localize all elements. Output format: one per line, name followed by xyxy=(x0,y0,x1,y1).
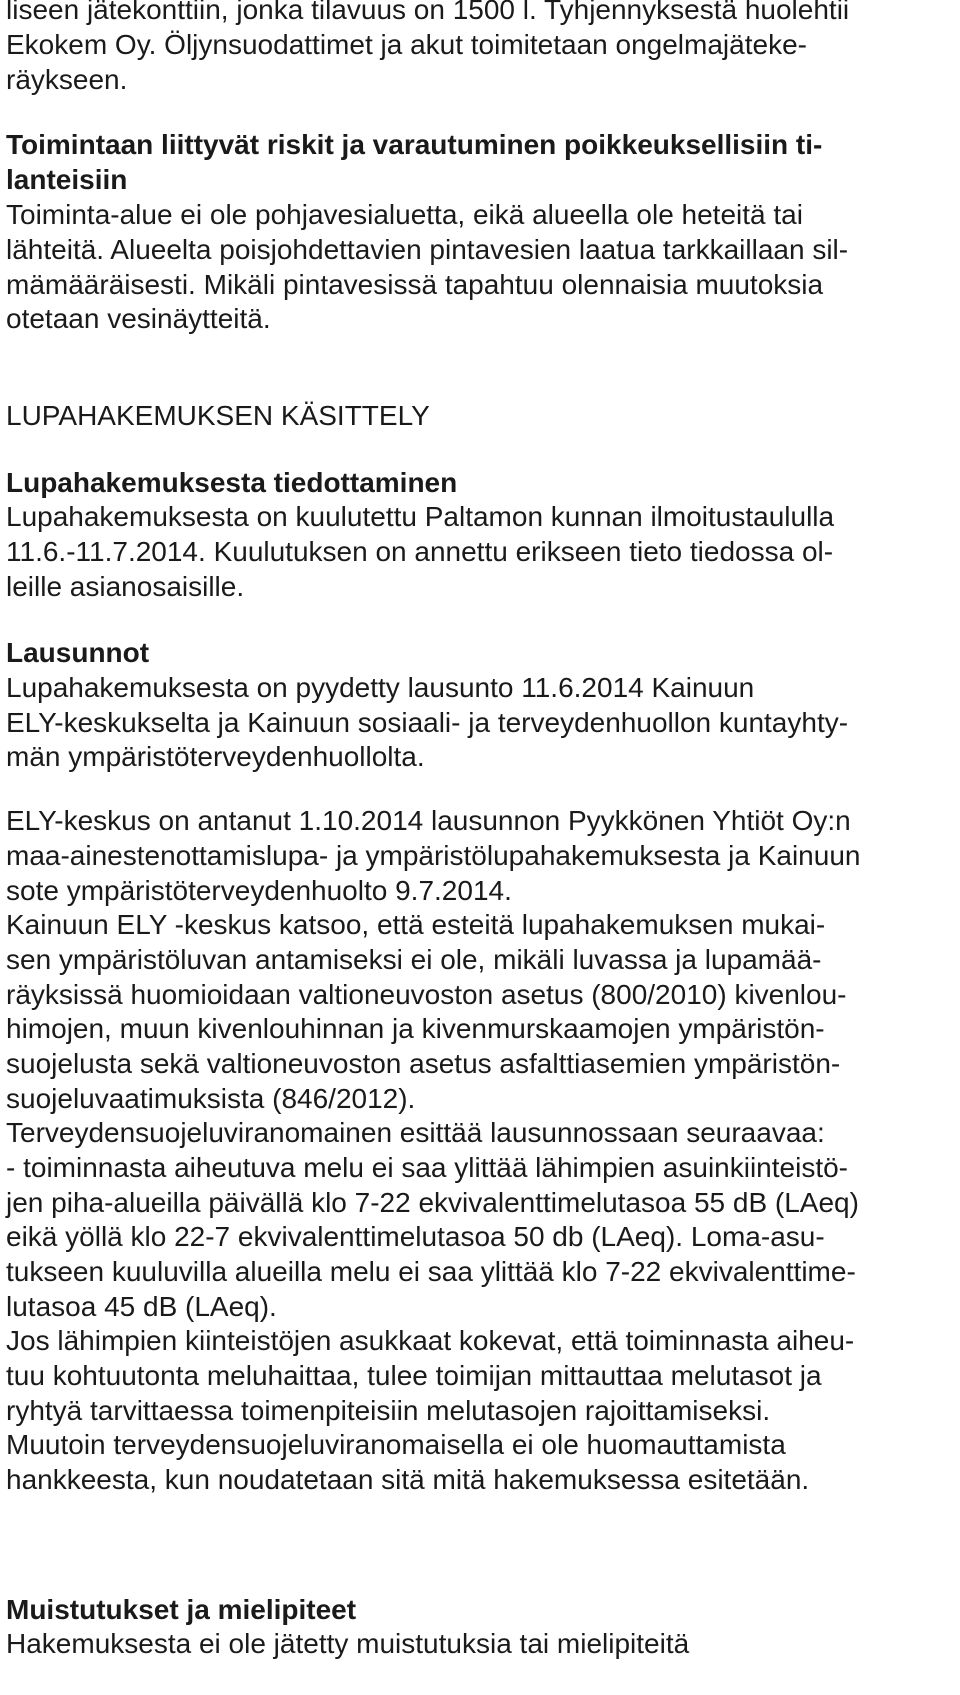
intro-line: liseen jätekonttiin, jonka tilavuus on 1500 l. Tyhjennyksestä huolehtii xyxy=(6,0,850,25)
statements-body-line: suojeluvaatimuksista (846/2012). xyxy=(6,1083,416,1114)
statements-body-line: jen piha-alueilla päivällä klo 7-22 ekvivalenttimelutasoa 55 dB (LAeq) xyxy=(6,1187,859,1218)
statements-body-line: lutasoa 45 dB (LAeq). xyxy=(6,1291,277,1322)
statements-body-line: sote ympäristöterveydenhuolto 9.7.2014. xyxy=(6,875,512,906)
notice-body-line: leille asianosaisille. xyxy=(6,571,245,602)
statements-body-line: Lupahakemuksesta on pyydetty lausunto 11.6.2014 Kainuun xyxy=(6,672,755,703)
notice-body-line: Lupahakemuksesta on kuulutettu Paltamon kunnan ilmoitustaululla xyxy=(6,501,835,532)
objections-body: Hakemuksesta ei ole jätetty muistutuksia tai mielipiteitä xyxy=(6,1628,690,1659)
risk-body-line: otetaan vesinäytteitä. xyxy=(6,303,271,334)
statements-body-line: ryhtyä tarvittaessa toimenpiteisiin melutasojen rajoittamiseksi. xyxy=(6,1395,771,1426)
statements-body-line: Kainuun ELY -keskus katsoo, että esteitä lupahakemuksen mukai- xyxy=(6,909,826,940)
statements-body-line: hankkeesta, kun noudatetaan sitä mitä hakemuksessa esitetään. xyxy=(6,1464,810,1495)
intro-line: Ekokem Oy. Öljynsuodattimet ja akut toimitetaan ongelmajäteke- xyxy=(6,29,807,60)
notice-heading: Lupahakemuksesta tiedottaminen xyxy=(6,467,458,498)
statements-body-line: - toiminnasta aiheutuva melu ei saa ylittää lähimpien asuinkiinteistö- xyxy=(6,1152,848,1183)
risk-body-line: lähteitä. Alueelta poisjohdettavien pintavesien laatua tarkkaillaan sil- xyxy=(6,234,849,265)
main-heading: LUPAHAKEMUKSEN KÄSITTELY xyxy=(6,400,430,431)
risk-heading: Toimintaan liittyvät riskit ja varautuminen poikkeuksellisiin ti- xyxy=(6,129,823,160)
statements-body-line: himojen, muun kivenlouhinnan ja kivenmurskaamojen ympäristön- xyxy=(6,1013,825,1044)
statements-body-line: Muutoin terveydensuojeluviranomaisella ei ole huomauttamista xyxy=(6,1429,786,1460)
statements-body-line: tukseen kuuluvilla alueilla melu ei saa ylittää klo 7-22 ekvivalenttime- xyxy=(6,1256,856,1287)
statements-body-line: Jos lähimpien kiinteistöjen asukkaat kokevat, että toiminnasta aiheu- xyxy=(6,1325,855,1356)
statements-body-line: räyksissä huomioidaan valtioneuvoston asetus (800/2010) kivenlou- xyxy=(6,979,847,1010)
objections-heading: Muistutukset ja mielipiteet xyxy=(6,1594,357,1625)
statements-body-line: eikä yöllä klo 22-7 ekvivalenttimelutasoa 50 db (LAeq). Loma-asu- xyxy=(6,1221,825,1252)
intro-line: räykseen. xyxy=(6,64,128,95)
statements-body-line: Terveydensuojeluviranomainen esittää lausunnossaan seuraavaa: xyxy=(6,1117,825,1148)
risk-heading: lanteisiin xyxy=(6,164,128,195)
statements-body-line: män ympäristöterveydenhuollolta. xyxy=(6,741,425,772)
statements-body-line: maa-ainestenottamislupa- ja ympäristölupahakemuksesta ja Kainuun xyxy=(6,840,861,871)
statements-heading: Lausunnot xyxy=(6,637,150,668)
statements-body-line: tuu kohtuutonta meluhaittaa, tulee toimijan mittauttaa melutasot ja xyxy=(6,1360,822,1391)
risk-body-line: Toiminta-alue ei ole pohjavesialuetta, eikä alueella ole heteitä tai xyxy=(6,199,803,230)
notice-body-line: 11.6.-11.7.2014. Kuulutuksen on annettu erikseen tieto tiedossa ol- xyxy=(6,536,834,567)
risk-body-line: mämääräisesti. Mikäli pintavesissä tapahtuu olennaisia muutoksia xyxy=(6,269,824,300)
statements-body-line: ELY-keskus on antanut 1.10.2014 lausunnon Pyykkönen Yhtiöt Oy:n xyxy=(6,805,851,836)
statements-body-line: ELY-keskukselta ja Kainuun sosiaali- ja terveydenhuollon kuntayhty- xyxy=(6,707,849,738)
statements-body-line: sen ympäristöluvan antamiseksi ei ole, mikäli luvassa ja lupamää- xyxy=(6,944,822,975)
statements-body-line: suojelusta sekä valtioneuvoston asetus asfalttiasemien ympäristön- xyxy=(6,1048,841,1079)
